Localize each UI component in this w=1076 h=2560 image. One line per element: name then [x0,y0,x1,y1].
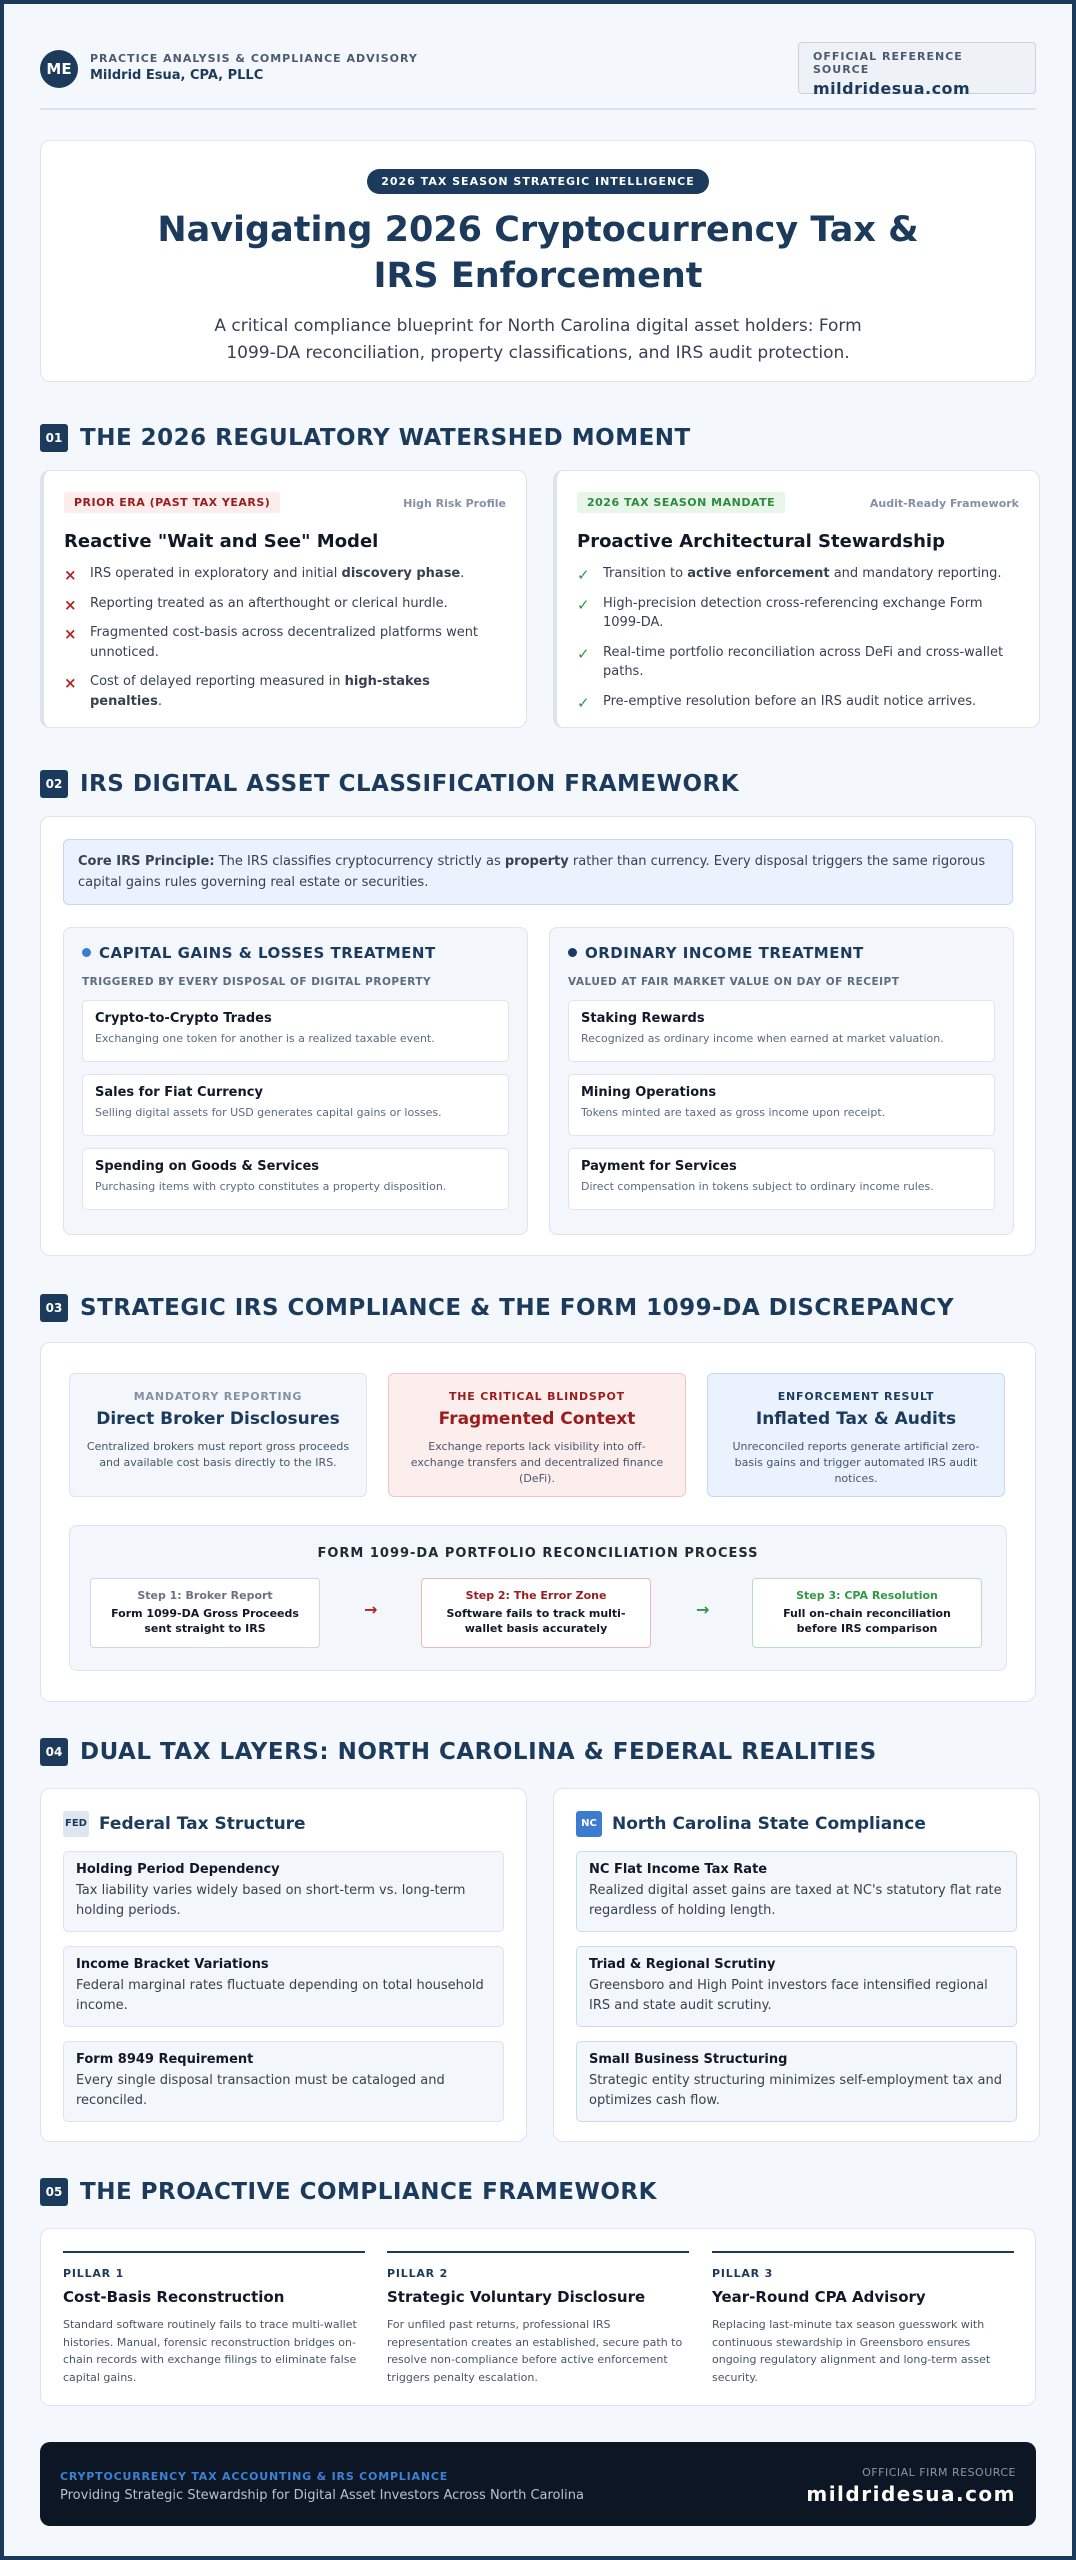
list-item: ✓ Transition to active enforcement and mandatory reporting. [577,564,1019,584]
firm-info [90,52,418,83]
section-number: 05 [40,2178,68,2206]
footer-description: Providing Strategic Stewardship for Digital Asset Investors Across North Carolina [60,2488,584,2503]
list-item: ✓ High-precision detection cross-referencing exchange Form 1099-DA. [577,595,983,630]
column-title: CAPITAL GAINS & LOSSES TREATMENT [82,944,509,962]
era-tag: PRIOR ERA (PAST TAX YEARS) [64,492,280,513]
risk-label: High Risk Profile [403,497,506,510]
list-item: Triad & Regional Scrutiny Greensboro and High Point investors face intensified regional IRS and state audit scrutiny. [576,1946,1017,2027]
capital-gains-column [63,927,528,1235]
list-item: Crypto-to-Crypto Trades Exchanging one token for another is a realized taxable event. [82,1000,509,1062]
framework-label: Audit-Ready Framework [869,497,1019,510]
era-list [577,564,1019,711]
firm-kicker: PRACTICE ANALYSIS & COMPLIANCE ADVISORY [90,52,418,65]
section-title: IRS DIGITAL ASSET CLASSIFICATION FRAMEWORK [80,771,740,797]
firm-name: Mildrid Esua, CPA, PLLC [90,68,264,83]
list-item: Income Bracket Variations Federal marginal rates fluctuate depending on total household income. [63,1946,504,2027]
section-title: THE PROACTIVE COMPLIANCE FRAMEWORK [80,2179,657,2205]
list-item: Staking Rewards Recognized as ordinary income when earned at market valuation. [568,1000,995,1062]
x-mark-icon: × [64,595,77,614]
core-principle-callout: Core IRS Principle: The IRS classifies cryptocurrency strictly as property rather than currency. Every disposal triggers the same rigorous capital gains rules governing real estate or securities. [63,839,1013,905]
section-heading-1 [40,422,1036,452]
check-icon: ✓ [577,644,590,663]
section-heading-2 [40,768,1036,798]
list-item: Sales for Fiat Currency Selling digital assets for USD generates capital gains or losses. [82,1074,509,1136]
page-title: Navigating 2026 Cryptocurrency Tax & IRS Enforcement [157,210,919,296]
card-title: NC North Carolina State Compliance [576,1811,1017,1837]
federal-tax-card [40,1788,527,2142]
reference-source-box[interactable] [798,42,1036,98]
page-footer [40,2442,1036,2526]
process-step-2: Step 2: The Error Zone Software fails to track multi-wallet basis accurately [421,1578,651,1648]
x-mark-icon: × [64,674,77,692]
pillar-3: PILLAR 3 Year-Round CPA Advisory Replacing last-minute tax season guesswork with continuous stewardship in Greensboro ensures ongoing regulatory alignment and long-term asset security. [712,2251,1014,2386]
reconciliation-process [69,1525,1007,1671]
era-list [64,564,506,711]
prior-era-card [40,470,527,728]
column-title: ORDINARY INCOME TREATMENT [568,944,995,962]
footer-ref-label: OFFICIAL FIRM RESOURCE [862,2466,1016,2479]
list-item: Mining Operations Tokens minted are taxed as gross income upon receipt. [568,1074,995,1136]
section-title: DUAL TAX LAYERS: NORTH CAROLINA & FEDERAL REALITIES [80,1739,877,1765]
arrow-right-icon: → [696,1600,710,1619]
section-heading-4 [40,1736,1036,1766]
firm-logo: ME [40,50,78,88]
check-icon: ✓ [577,595,590,614]
list-item: × Fragmented cost-basis across decentralized platforms went unnoticed. [64,625,479,660]
compliance-card [40,1342,1036,1702]
dot-icon [568,948,577,957]
list-item: Holding Period Dependency Tax liability varies widely based on short-term vs. long-term holding periods. [63,1851,504,1932]
list-item: Spending on Goods & Services Purchasing items with crypto constitutes a property disposition. [82,1148,509,1210]
list-item: × IRS operated in exploratory and initial discovery phase. [64,564,506,584]
section-number: 02 [40,770,68,798]
x-mark-icon: × [64,566,77,584]
x-mark-icon: × [64,625,77,643]
broker-disclosure-box: MANDATORY REPORTING Direct Broker Disclosures Centralized brokers must report gross proceeds and available cost basis directly to the IRS. [69,1373,367,1497]
check-icon: ✓ [577,693,590,712]
nc-tax-card [553,1788,1040,2142]
page-subtitle: A critical compliance blueprint for North Carolina digital asset holders: Form 1099-DA reconciliation, property classifications, and IRS audit protection. [214,316,862,364]
section-heading-3 [40,1292,1036,1322]
list-item: ✓ Real-time portfolio reconciliation across DeFi and cross-wallet paths. [577,644,1004,679]
footer-kicker: CRYPTOCURRENCY TAX ACCOUNTING & IRS COMPLIANCE [60,2470,449,2483]
arrow-right-icon: → [364,1600,378,1619]
era-tag: 2026 TAX SEASON MANDATE [577,492,785,513]
column-subtitle: VALUED AT FAIR MARKET VALUE ON DAY OF RECEIPT [568,976,900,988]
list-item: Small Business Structuring Strategic entity structuring minimizes self-employment tax and optimizes cash flow. [576,2041,1017,2122]
section-title: THE 2026 REGULATORY WATERSHED MOMENT [80,425,691,451]
list-item: NC Flat Income Tax Rate Realized digital asset gains are taxed at NC's statutory flat rate regardless of holding length. [576,1851,1017,1932]
nc-badge: NC [576,1811,602,1837]
list-item: Form 8949 Requirement Every single disposal transaction must be cataloged and reconciled. [63,2041,504,2122]
pillar-2: PILLAR 2 Strategic Voluntary Disclosure For unfiled past returns, professional IRS representation creates an established, secure path to resolve non-compliance before active enforcement triggers penalty escalation. [387,2251,689,2386]
hero-card [40,140,1036,382]
column-subtitle: TRIGGERED BY EVERY DISPOSAL OF DIGITAL PROPERTY [82,976,432,988]
process-step-3: Step 3: CPA Resolution Full on-chain reconciliation before IRS comparison [752,1578,982,1648]
mandate-era-card [553,470,1040,728]
ordinary-income-column [549,927,1014,1235]
list-item: ✓ Pre-emptive resolution before an IRS audit notice arrives. [577,692,1019,712]
hero-pill: 2026 TAX SEASON STRATEGIC INTELLIGENCE [367,169,709,194]
pillars-card [40,2228,1036,2406]
reference-label: OFFICIAL REFERENCE SOURCE [813,50,963,76]
reference-link[interactable]: mildridesua.com [813,79,971,98]
enforcement-box: ENFORCEMENT RESULT Inflated Tax & Audits Unreconciled reports generate artificial zero-basis gains and trigger automated IRS audit notices. [707,1373,1005,1497]
process-title: FORM 1099-DA PORTFOLIO RECONCILIATION PROCESS [317,1546,759,1561]
list-item: Payment for Services Direct compensation in tokens subject to ordinary income rules. [568,1148,995,1210]
section-title: STRATEGIC IRS COMPLIANCE & THE FORM 1099-DA DISCREPANCY [80,1295,954,1321]
check-icon: ✓ [577,566,590,584]
dot-icon [82,948,91,957]
era-heading: Reactive "Wait and See" Model [64,531,379,552]
footer-website-link[interactable]: mildridesua.com [806,2482,1016,2506]
process-step-1: Step 1: Broker Report Form 1099-DA Gross Proceeds sent straight to IRS [90,1578,320,1648]
pillar-1: PILLAR 1 Cost-Basis Reconstruction Standard software routinely fails to trace multi-wallet histories. Manual, forensic reconstruction bridges on-chain records with exchange filings to eliminate false capital gains. [63,2251,365,2386]
section-number: 03 [40,1294,68,1322]
era-heading: Proactive Architectural Stewardship [577,531,945,552]
section-number: 04 [40,1738,68,1766]
card-title: FED Federal Tax Structure [63,1811,504,1837]
blindspot-box: THE CRITICAL BLINDSPOT Fragmented Context Exchange reports lack visibility into off-exchange transfers and decentralized finance (DeFi). [388,1373,686,1497]
section-number: 01 [40,424,68,452]
list-item: × Cost of delayed reporting measured in high-stakes penalties. [64,674,430,709]
section-heading-5 [40,2176,1036,2206]
classification-card [40,816,1036,1256]
list-item: × Reporting treated as an afterthought or clerical hurdle. [64,594,506,614]
federal-badge: FED [63,1811,89,1837]
page-header [40,40,1036,110]
